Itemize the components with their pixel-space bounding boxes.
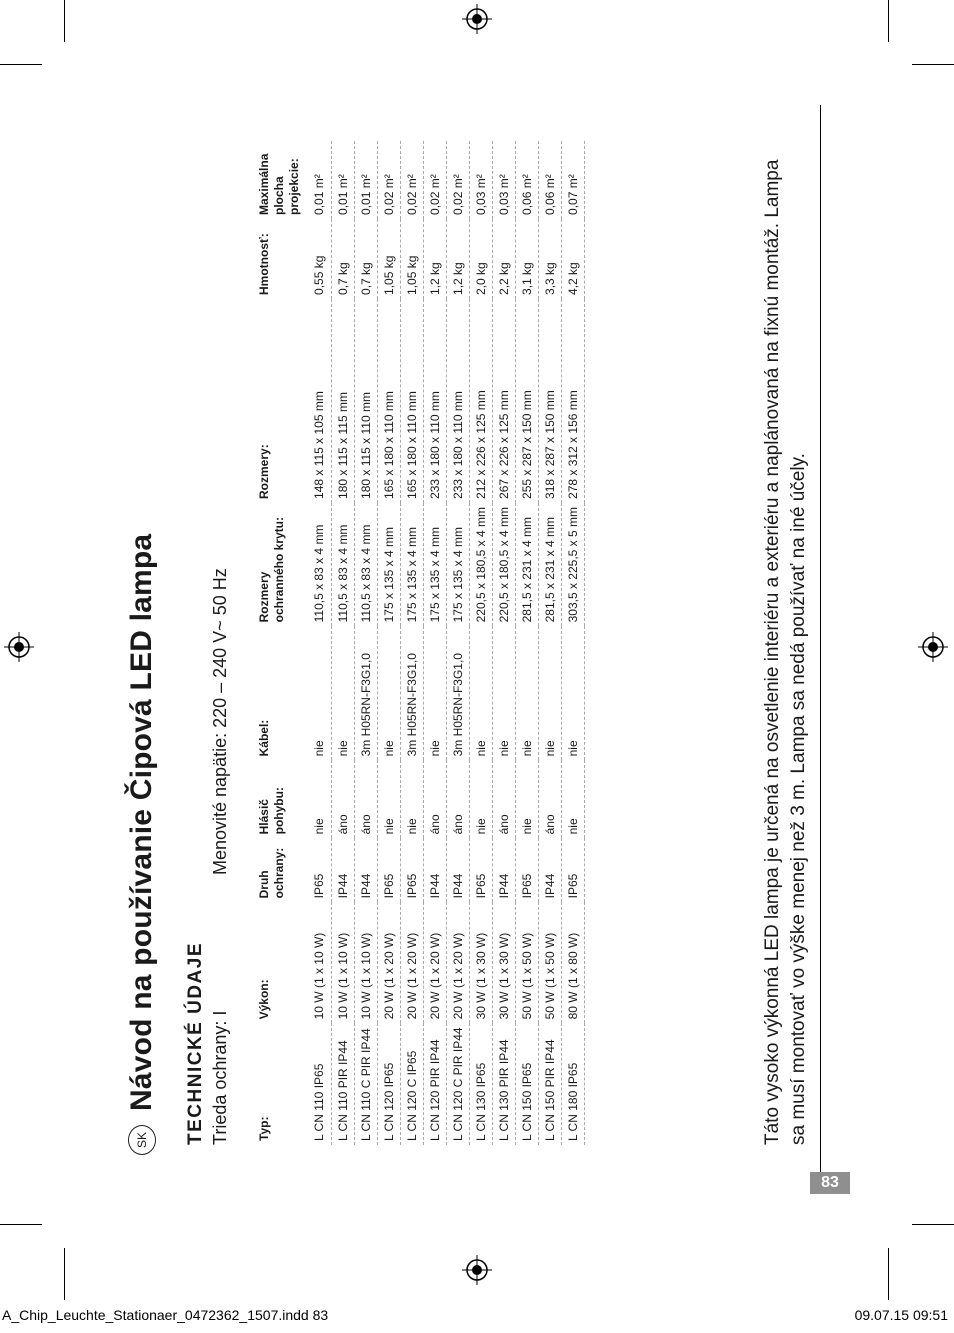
table-cell: 0,06 m² <box>538 141 561 219</box>
table-cell: áno <box>538 760 561 838</box>
table-cell: L CN 150 IP65 <box>515 1023 538 1145</box>
table-cell: IP44 <box>446 838 469 902</box>
column-header: Rozmery ochranného krytu: <box>257 517 286 623</box>
table-body <box>308 141 584 1145</box>
table-row <box>446 141 469 1145</box>
table-row <box>354 141 377 1145</box>
table-cell: IP65 <box>400 838 423 902</box>
table-cell: nie <box>492 626 515 760</box>
registration-mark-icon <box>462 1255 492 1285</box>
table-header-row <box>255 141 308 1145</box>
table-cell: 175 x 135 x 4 mm <box>423 503 446 626</box>
table-cell: 110,5 x 83 x 4 mm <box>331 503 354 626</box>
table-cell: IP44 <box>423 838 446 902</box>
table-cell: 1,2 kg <box>423 219 446 299</box>
table-cell: 10 W (1 x 10 W) <box>308 902 331 1023</box>
table-cell: nie <box>469 760 492 838</box>
table-cell: 80 W (1 x 80 W) <box>561 902 584 1023</box>
column-header: Maximálna plocha projekcie: <box>257 153 301 215</box>
table-cell: 0,7 kg <box>331 219 354 299</box>
table-cell: 0,03 m² <box>492 141 515 219</box>
table-cell: 278 x 312 x 156 mm <box>561 299 584 503</box>
table-cell: 110,5 x 83 x 4 mm <box>354 503 377 626</box>
table-cell: L CN 120 C PIR IP44 <box>446 1023 469 1145</box>
table-cell: 180 x 115 x 110 mm <box>354 299 377 503</box>
table-cell: 318 x 287 x 150 mm <box>538 299 561 503</box>
column-header: Hlásič pohybu: <box>257 787 286 835</box>
manual-page <box>105 105 825 1175</box>
table-cell: IP65 <box>515 838 538 902</box>
page-number: 83 <box>810 1172 850 1194</box>
table-cell: 50 W (1 x 50 W) <box>515 902 538 1023</box>
table-row <box>538 141 561 1145</box>
crop-mark <box>912 1224 954 1225</box>
table-cell: 0,01 m² <box>331 141 354 219</box>
table-cell: nie <box>308 760 331 838</box>
table-cell: 220,5 x 180,5 x 4 mm <box>492 503 515 626</box>
table-cell: 3m H05RN-F3G1,0 <box>354 626 377 760</box>
table-cell: 50 W (1 x 50 W) <box>538 902 561 1023</box>
page-rule <box>820 105 821 1175</box>
page-title: Návod na používanie Čipová LED lampa <box>125 533 158 1111</box>
table-cell: 3,3 kg <box>538 219 561 299</box>
table-cell: 175 x 135 x 4 mm <box>400 503 423 626</box>
table-row <box>308 141 331 1145</box>
table-cell: 0,02 m² <box>400 141 423 219</box>
table-cell: nie <box>515 626 538 760</box>
crop-mark <box>912 64 954 65</box>
table-cell: IP44 <box>331 838 354 902</box>
table-cell: 220,5 x 180,5 x 4 mm <box>469 503 492 626</box>
table-cell: 20 W (1 x 20 W) <box>446 902 469 1023</box>
table-cell: áno <box>331 760 354 838</box>
table-cell: 175 x 135 x 4 mm <box>446 503 469 626</box>
table-cell: 30 W (1 x 30 W) <box>469 902 492 1023</box>
file-slug: A_Chip_Leuchte_Stationaer_0472362_1507.indd 83 <box>2 1307 329 1323</box>
table-cell: 2,0 kg <box>469 219 492 299</box>
table-row <box>377 141 400 1145</box>
usage-description: Táto vysoko výkonná LED lampa je určená na osvetlenie interiéru a exteriéru a naplánovaná na fixnú montáž. Lampa sa musí montovať vo výške menej než 3 m. Lampa sa nedá používať na iné účely. <box>762 159 809 1145</box>
table-cell: 0,01 m² <box>354 141 377 219</box>
table-cell: 3m H05RN-F3G1,0 <box>446 626 469 760</box>
table-cell: nie <box>377 760 400 838</box>
table-cell: 10 W (1 x 10 W) <box>354 902 377 1023</box>
language-badge: SK <box>128 1125 156 1155</box>
table-cell: nie <box>400 760 423 838</box>
table-row <box>561 141 584 1145</box>
table-cell: IP44 <box>354 838 377 902</box>
table-row <box>492 141 515 1145</box>
table-cell: 0,06 m² <box>515 141 538 219</box>
table-cell: 0,02 m² <box>377 141 400 219</box>
rated-voltage: Menovité napätie: 220 – 240 V~ 50 Hz <box>210 568 230 875</box>
registration-mark-icon <box>462 4 492 34</box>
table-cell: L CN 120 PIR IP44 <box>423 1023 446 1145</box>
table-cell: 233 x 180 x 110 mm <box>446 299 469 503</box>
table-cell: L CN 120 C IP65 <box>400 1023 423 1145</box>
table-cell: IP65 <box>561 838 584 902</box>
table-row <box>515 141 538 1145</box>
table-row <box>423 141 446 1145</box>
column-header: Rozmery: <box>257 444 271 499</box>
table-cell: 175 x 135 x 4 mm <box>377 503 400 626</box>
table-cell: 165 x 180 x 110 mm <box>377 299 400 503</box>
registration-mark-icon <box>4 632 34 662</box>
protection-class: Trieda ochrany: I <box>210 1010 230 1145</box>
table-cell: IP65 <box>308 838 331 902</box>
table-cell: nie <box>331 626 354 760</box>
table-row <box>331 141 354 1145</box>
table-cell: 30 W (1 x 30 W) <box>492 902 515 1023</box>
table-cell: 281,5 x 231 x 4 mm <box>538 503 561 626</box>
table-cell: 303,5 x 225,5 x 5 mm <box>561 503 584 626</box>
table-cell: 0,02 m² <box>446 141 469 219</box>
section-title: TECHNICKÉ ÚDAJE <box>185 941 206 1145</box>
table-cell: nie <box>377 626 400 760</box>
table-row <box>400 141 423 1145</box>
crop-mark <box>0 1224 42 1225</box>
table-cell: nie <box>308 626 331 760</box>
date-slug: 09.07.15 09:51 <box>854 1307 948 1323</box>
table-cell: L CN 150 PIR IP44 <box>538 1023 561 1145</box>
table-cell: 2,2 kg <box>492 219 515 299</box>
table-cell: 148 x 115 x 105 mm <box>308 299 331 503</box>
table-cell: 4,2 kg <box>561 219 584 299</box>
table-cell: IP65 <box>469 838 492 902</box>
table-cell: 3m H05RN-F3G1,0 <box>400 626 423 760</box>
table-cell: IP65 <box>377 838 400 902</box>
table-cell: nie <box>469 626 492 760</box>
column-header: Hmotnosť: <box>257 233 271 295</box>
table-cell: L CN 110 PIR IP44 <box>331 1023 354 1145</box>
spec-table <box>255 141 585 1145</box>
table-row <box>469 141 492 1145</box>
table-cell: 1,2 kg <box>446 219 469 299</box>
table-cell: IP44 <box>492 838 515 902</box>
table-cell: nie <box>423 626 446 760</box>
crop-mark <box>888 0 889 42</box>
table-cell: 267 x 226 x 125 mm <box>492 299 515 503</box>
table-cell: nie <box>538 626 561 760</box>
table-cell: nie <box>561 626 584 760</box>
column-header: Výkon: <box>257 979 271 1020</box>
table-cell: 0,07 m² <box>561 141 584 219</box>
table-cell: L CN 110 IP65 <box>308 1023 331 1145</box>
table-cell: L CN 120 IP65 <box>377 1023 400 1145</box>
table-cell: 20 W (1 x 20 W) <box>377 902 400 1023</box>
table-cell: L CN 130 PIR IP44 <box>492 1023 515 1145</box>
table-cell: áno <box>492 760 515 838</box>
table-cell: 1,05 kg <box>400 219 423 299</box>
table-cell: áno <box>354 760 377 838</box>
table-cell: 0,7 kg <box>354 219 377 299</box>
table-cell: 0,02 m² <box>423 141 446 219</box>
table-cell: 3,1 kg <box>515 219 538 299</box>
crop-mark <box>64 0 65 42</box>
crop-mark <box>64 1248 65 1300</box>
column-header: Typ: <box>257 1116 271 1141</box>
table-cell: 1,05 kg <box>377 219 400 299</box>
table-cell: 20 W (1 x 20 W) <box>423 902 446 1023</box>
table-cell: áno <box>423 760 446 838</box>
page-header <box>125 534 159 1155</box>
table-cell: L CN 130 IP65 <box>469 1023 492 1145</box>
table-cell: IP44 <box>538 838 561 902</box>
table-cell: 0,03 m² <box>469 141 492 219</box>
table-cell: 281,5 x 231 x 4 mm <box>515 503 538 626</box>
table-cell: 255 x 287 x 150 mm <box>515 299 538 503</box>
table-cell: 233 x 180 x 110 mm <box>423 299 446 503</box>
registration-mark-icon <box>918 632 948 662</box>
column-header: Kábel: <box>257 719 271 757</box>
table-cell: áno <box>446 760 469 838</box>
column-header: Druh ochrany: <box>257 847 286 899</box>
table-cell: nie <box>515 760 538 838</box>
table-cell: 0,55 kg <box>308 219 331 299</box>
table-cell: L CN 180 IP65 <box>561 1023 584 1145</box>
table-cell: 180 x 115 x 115 mm <box>331 299 354 503</box>
table-cell: nie <box>561 760 584 838</box>
table-cell: 10 W (1 x 10 W) <box>331 902 354 1023</box>
table-cell: 110,5 x 83 x 4 mm <box>308 503 331 626</box>
table-cell: 0,01 m² <box>308 141 331 219</box>
crop-mark <box>0 64 42 65</box>
table-cell: 212 x 226 x 125 mm <box>469 299 492 503</box>
crop-mark <box>888 1248 889 1300</box>
table-cell: 20 W (1 x 20 W) <box>400 902 423 1023</box>
table-cell: 165 x 180 x 110 mm <box>400 299 423 503</box>
table-cell: L CN 110 C PIR IP44 <box>354 1023 377 1145</box>
